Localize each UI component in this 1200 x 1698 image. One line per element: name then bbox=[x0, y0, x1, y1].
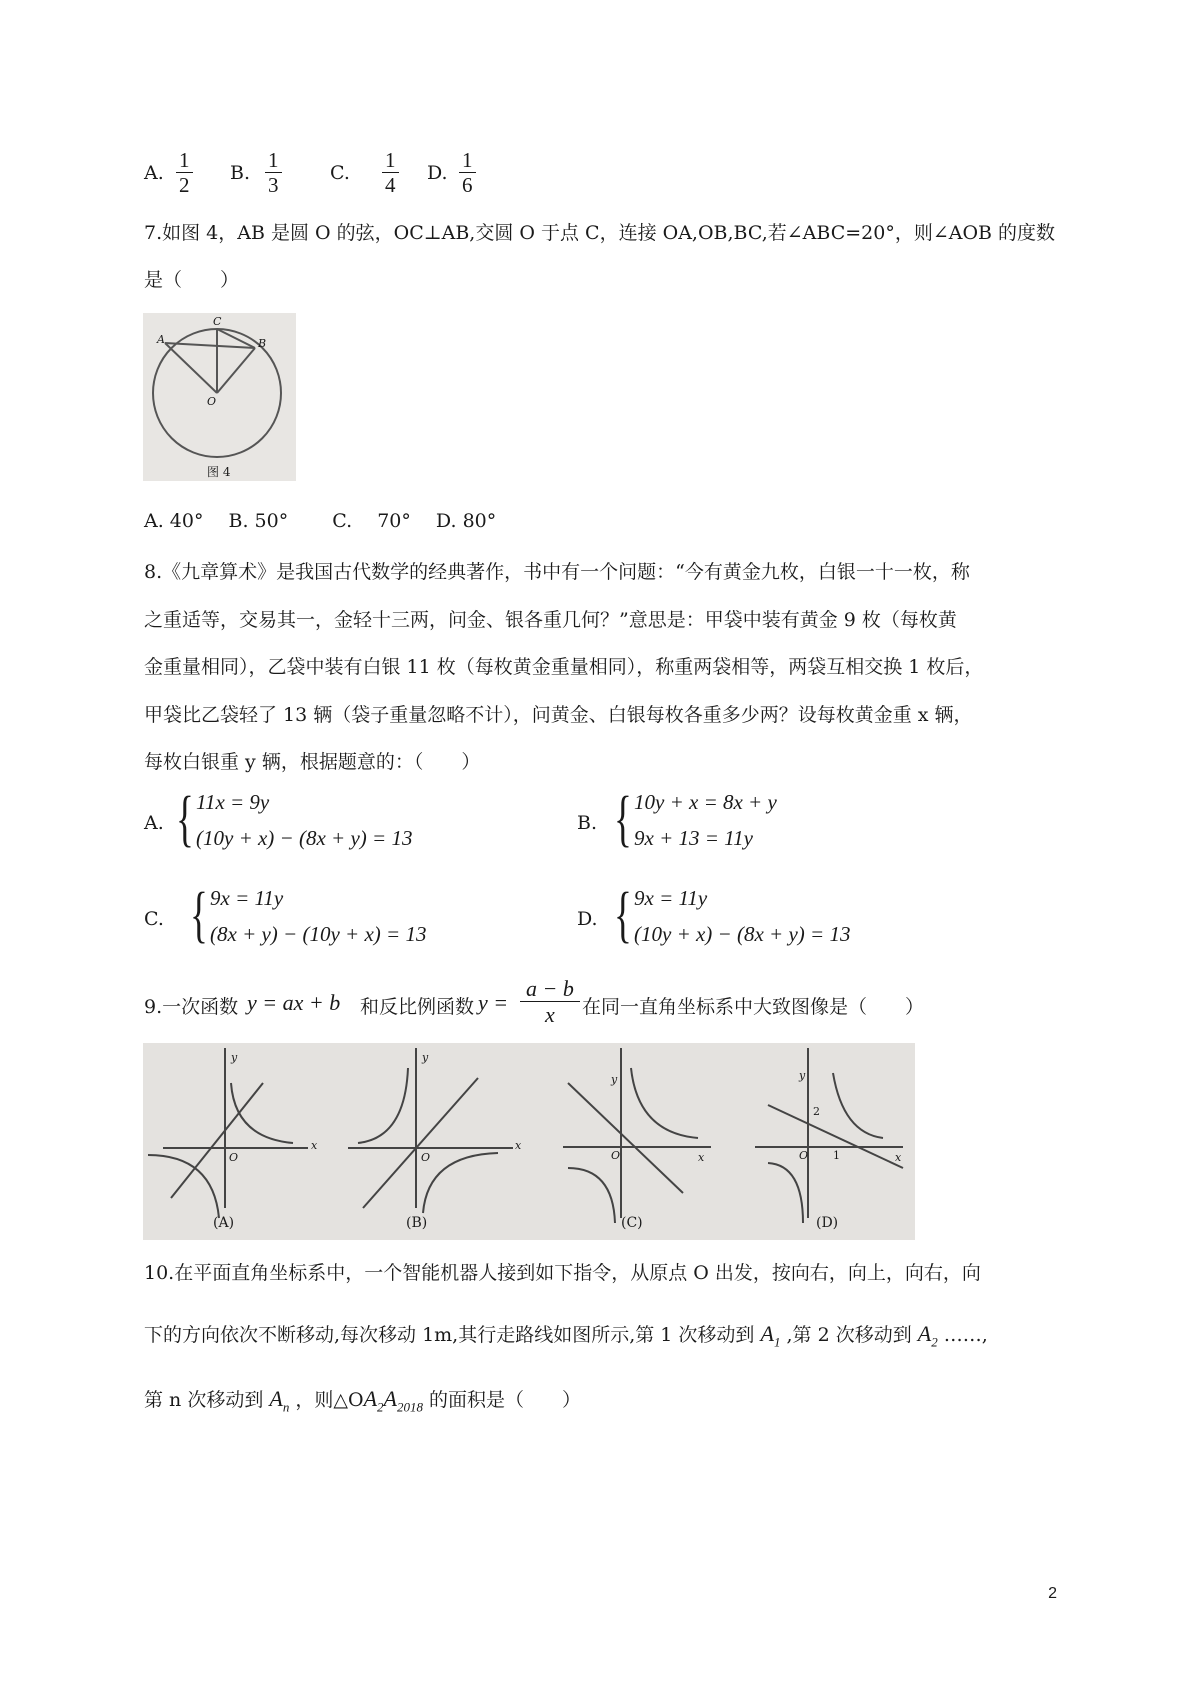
q10-line3-part-a: 第 n 次移动到 bbox=[144, 1389, 264, 1411]
q9-inverse-fraction bbox=[520, 976, 580, 1028]
q6-option-c-fraction bbox=[382, 148, 399, 197]
q9-graph-c-y-label: y bbox=[611, 1073, 618, 1086]
q7-label-a: A bbox=[157, 333, 165, 346]
q9-suffix: 在同一直角坐标系中大致图像是（ ） bbox=[582, 996, 925, 1018]
q10-text-line-3 bbox=[144, 1385, 581, 1415]
page-number: 2 bbox=[1048, 1585, 1057, 1602]
q10-a1-subscript: 1 bbox=[773, 1334, 781, 1350]
q6-a-denominator: 2 bbox=[179, 173, 190, 198]
q7-label-c: C bbox=[213, 315, 222, 328]
q10-an-letter: A bbox=[269, 1386, 283, 1411]
q6-option-d-fraction bbox=[459, 148, 476, 197]
q9-graph-a-x-label: x bbox=[311, 1139, 318, 1152]
q8-text-line-4: 甲袋比乙袋轻了 13 辆（袋子重量忽略不计），问黄金、白银每枚各重多少两？设每枚黄金重 x 辆， bbox=[144, 704, 973, 726]
q7-circle-diagram bbox=[143, 313, 296, 481]
q9-graph-a-y-label: y bbox=[231, 1051, 238, 1064]
q8-text-line-3: 金重量相同），乙袋中装有白银 11 枚（每枚黄金重量相同），称重两袋相等，两袋互相交换 1 枚后， bbox=[144, 656, 984, 678]
q8-a-equation-2: (10y + x) − (8x + y) = 13 bbox=[196, 826, 413, 850]
q8-option-d-system bbox=[614, 881, 914, 958]
q10-a1-letter: A bbox=[760, 1321, 774, 1346]
q8-option-a-system bbox=[176, 785, 476, 862]
q9-graph-b-x-label: x bbox=[515, 1139, 522, 1152]
q6-c-numerator: 1 bbox=[382, 148, 399, 173]
q10-line3-part-b: ，则△O bbox=[295, 1389, 364, 1411]
q10-a2-symbol bbox=[917, 1321, 938, 1350]
q9-graph-b-y-label: y bbox=[422, 1051, 429, 1064]
q9-graph-d-tick-2: 2 bbox=[813, 1105, 820, 1118]
q8-text-line-5: 每枚白银重 y 辆，根据题意的：（ ） bbox=[144, 751, 481, 773]
q8-d-equation-1: 9x = 11y bbox=[634, 886, 708, 910]
q9-inverse-lhs: y = bbox=[478, 990, 509, 1015]
q6-option-d-label: D. bbox=[427, 162, 448, 184]
q7-options: A. 40° B. 50° C. 70° D. 80° bbox=[144, 510, 497, 532]
q9-graph-d-origin: O bbox=[799, 1149, 809, 1162]
q7-text-line-1: 7.如图 4，AB 是圆 O 的弦，OC⊥AB,交圆 O 于点 C，连接 OA,OB,BC,若∠ABC=20°，则∠AOB 的度数 bbox=[144, 222, 1056, 244]
q10-a2-letter: A bbox=[917, 1321, 932, 1346]
q9-graph-c-x-label: x bbox=[698, 1151, 705, 1164]
q10-tri-a-subscript: 2 bbox=[377, 1399, 384, 1415]
q6-a-numerator: 1 bbox=[176, 148, 193, 173]
q9-graph-d-tick-1: 1 bbox=[833, 1149, 840, 1162]
q6-option-b-fraction bbox=[265, 148, 282, 197]
q8-option-a-label: A. bbox=[144, 812, 164, 834]
q10-line2-part-b: ,第 2 次移动到 bbox=[786, 1324, 912, 1346]
q8-d-equation-2: (10y + x) − (8x + y) = 13 bbox=[634, 922, 851, 946]
q6-d-numerator: 1 bbox=[459, 148, 476, 173]
q6-d-denominator: 6 bbox=[462, 173, 473, 198]
q9-graph-b-label: (B) bbox=[406, 1215, 428, 1231]
q8-a-brace: { bbox=[176, 785, 194, 853]
q6-b-numerator: 1 bbox=[265, 148, 282, 173]
q10-a2-subscript: 2 bbox=[931, 1334, 938, 1350]
q9-inverse-numerator: a − b bbox=[520, 976, 580, 1002]
q6-option-a-fraction bbox=[176, 148, 193, 197]
q9-inverse-denominator: x bbox=[545, 1002, 555, 1028]
q9-graph-c-origin: O bbox=[611, 1149, 621, 1162]
q9-linear-function: y = ax + b bbox=[247, 990, 341, 1015]
q7-figure-circle bbox=[143, 313, 296, 481]
q7-label-b: B bbox=[258, 337, 267, 350]
q9-graph-d-label: (D) bbox=[816, 1215, 839, 1231]
q8-option-b-label: B. bbox=[577, 812, 598, 834]
q10-line2-part-c: ……, bbox=[943, 1324, 988, 1346]
q6-b-denominator: 3 bbox=[268, 173, 279, 198]
q8-option-c-label: C. bbox=[144, 908, 164, 930]
q9-graph-d-y-label: y bbox=[799, 1069, 806, 1082]
q8-c-equation-2: (8x + y) − (10y + x) = 13 bbox=[210, 922, 427, 946]
q10-an-subscript: n bbox=[282, 1399, 290, 1415]
q9-graph-c-label: (C) bbox=[621, 1215, 643, 1231]
q9-middle-text: 和反比例函数 bbox=[360, 996, 475, 1018]
q9-prefix: 9.一次函数 bbox=[144, 996, 239, 1018]
q8-b-equation-2: 9x + 13 = 11y bbox=[634, 826, 753, 850]
q9-graph-d-x-label: x bbox=[895, 1151, 902, 1164]
q6-option-a-label: A. bbox=[144, 162, 164, 184]
q8-d-brace: { bbox=[614, 881, 632, 949]
q6-c-denominator: 4 bbox=[385, 173, 396, 198]
q7-figure-caption: 图 4 bbox=[207, 465, 231, 479]
q10-triangle-a2018 bbox=[383, 1386, 423, 1415]
q8-option-d-label: D. bbox=[577, 908, 598, 930]
q6-option-b-label: B. bbox=[230, 162, 251, 184]
q10-triangle-a2 bbox=[363, 1386, 384, 1415]
q7-text-line-2: 是（ ） bbox=[144, 269, 240, 291]
q10-text-line-2 bbox=[144, 1320, 988, 1350]
q10-text-line-1: 10.在平面直角坐标系中，一个智能机器人接到如下指令，从原点 O 出发，按向右，向上，向右，向 bbox=[144, 1262, 981, 1284]
q8-option-b-system bbox=[614, 785, 914, 862]
q10-tri-a-letter: A bbox=[363, 1386, 378, 1411]
q9-graph-a-label: (A) bbox=[213, 1215, 235, 1231]
q9-graph-a-origin: O bbox=[229, 1151, 239, 1164]
q10-line3-part-c: 的面积是（ ） bbox=[429, 1389, 582, 1411]
q8-text-line-2: 之重适等，交易其一，金轻十三两，问金、银各重几何？”意思是：甲袋中装有黄金 9 枚（每枚黄 bbox=[144, 609, 957, 631]
q7-label-o: O bbox=[207, 395, 217, 408]
q10-an-symbol bbox=[269, 1386, 290, 1415]
q9-graph-b-origin: O bbox=[421, 1151, 431, 1164]
q8-c-brace: { bbox=[190, 881, 208, 949]
q10-tri-b-letter: A bbox=[383, 1386, 397, 1411]
q8-option-c-system bbox=[190, 881, 490, 958]
q6-option-c-label: C. bbox=[330, 162, 350, 184]
q8-b-brace: { bbox=[614, 785, 632, 853]
q10-line2-part-a: 下的方向依次不断移动,每次移动 1m,其行走路线如图所示,第 1 次移动到 bbox=[144, 1324, 755, 1346]
q9-graph-options-image bbox=[143, 1043, 915, 1240]
q10-a1-symbol bbox=[760, 1321, 781, 1350]
q8-c-equation-1: 9x = 11y bbox=[210, 886, 284, 910]
q8-b-equation-1: 10y + x = 8x + y bbox=[634, 790, 777, 814]
q8-text-line-1: 8.《九章算术》是我国古代数学的经典著作，书中有一个问题：“今有黄金九枚，白银一十一枚，称 bbox=[144, 561, 970, 583]
q10-tri-b-subscript: 2018 bbox=[396, 1399, 423, 1415]
q8-a-equation-1: 11x = 9y bbox=[196, 790, 270, 814]
